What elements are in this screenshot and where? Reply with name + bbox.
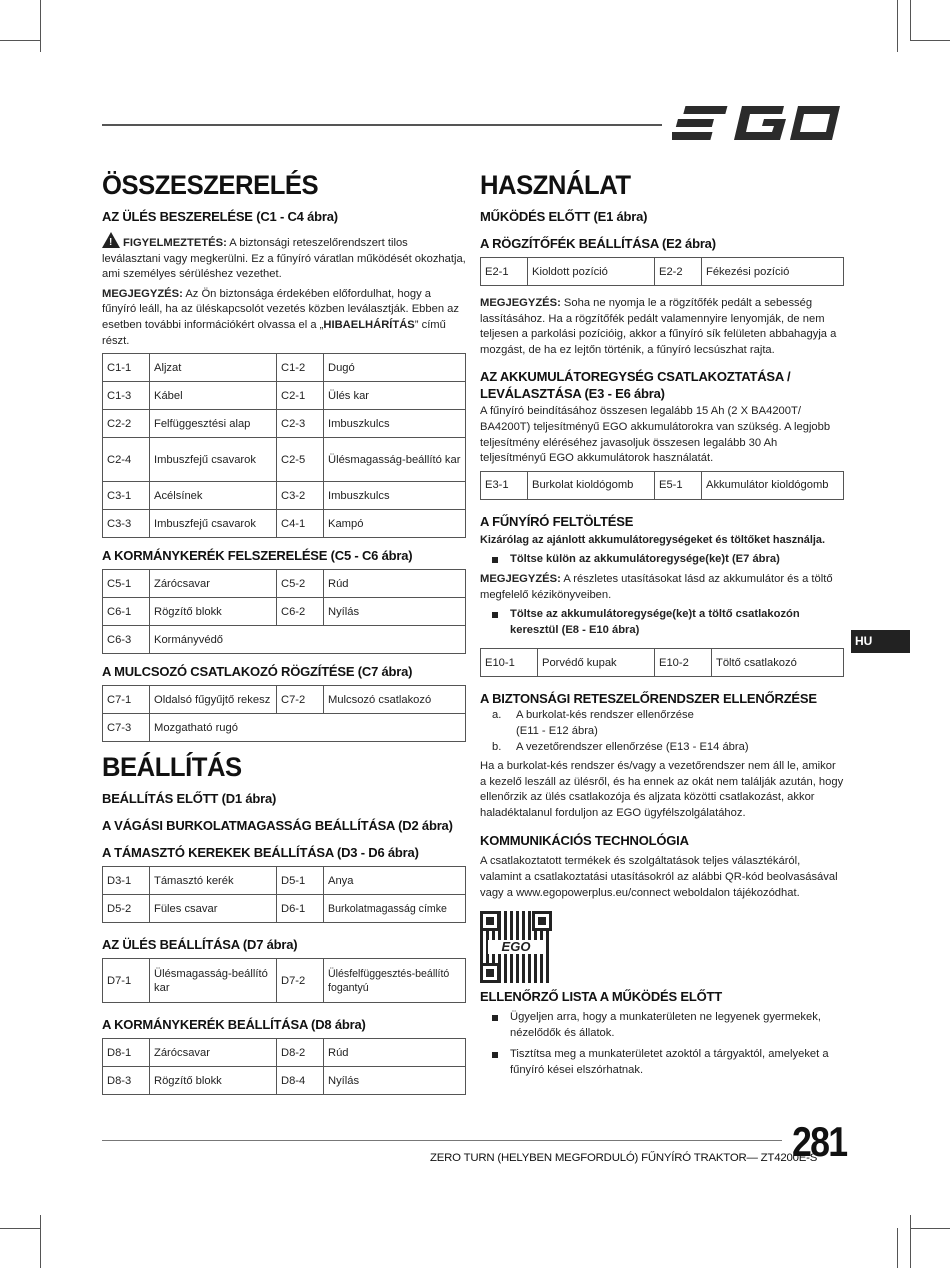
list-item bbox=[480, 740, 844, 756]
table-cell: Ülésmagasság-beállító kar bbox=[324, 438, 466, 482]
checklist bbox=[480, 1010, 844, 1078]
charging-note bbox=[480, 572, 844, 603]
table-cell: Acélsínek bbox=[150, 482, 277, 510]
heading-seat-install: AZ ÜLÉS BESZERELÉSE (C1 - C4 ábra) bbox=[102, 209, 338, 224]
list-marker: b. bbox=[492, 740, 502, 753]
crop-mark bbox=[910, 1228, 950, 1229]
list-item: Tisztítsa meg a munkaterületet azoktól a tárgyaktól, amelyeket a fűnyíró kései elszórhatnak. bbox=[480, 1047, 844, 1078]
table-cell: Burkolatmagasság címke bbox=[324, 895, 466, 923]
table-cell: Nyílás bbox=[324, 1067, 466, 1095]
table-cell: Fékezési pozíció bbox=[702, 258, 844, 286]
table-cell: Mozgatható rugó bbox=[150, 714, 466, 742]
heading-mulch-install: A MULCSOZÓ CSATLAKOZÓ RÖGZÍTÉSE (C7 ábra) bbox=[102, 664, 413, 680]
crop-mark bbox=[897, 0, 898, 52]
parts-table-d7 bbox=[102, 958, 466, 1003]
table-cell: D8-1 bbox=[103, 1039, 150, 1067]
table-cell: Anya bbox=[324, 867, 466, 895]
table-cell: Imbuszfejű csavarok bbox=[150, 510, 277, 538]
crop-mark bbox=[910, 40, 950, 41]
table-cell: C6-3 bbox=[103, 626, 150, 654]
note-bold: HIBAELHÁRÍTÁS bbox=[323, 318, 415, 331]
list-item: Töltse az akkumulátoregysége(ke)t a töltő csatlakozón keresztül (E8 - E10 ábra) bbox=[480, 607, 844, 638]
parts-table-d3-d6 bbox=[102, 866, 466, 923]
table-cell: Ülésfelfüggesztés-beállító fogantyú bbox=[324, 959, 466, 1003]
table-cell: Burkolat kioldógomb bbox=[528, 471, 655, 499]
warning-icon bbox=[102, 232, 120, 248]
table-cell: C7-2 bbox=[277, 686, 324, 714]
table-cell: Töltő csatlakozó bbox=[712, 649, 844, 677]
header-rule bbox=[102, 124, 662, 126]
warning-text: A biztonsági reteszelőrendszert tilos leválasztani vagy megkerülni. Ez a fűnyíró váratlan működését okozhatja, ami személyes sérüléshez vezethet. bbox=[102, 237, 466, 281]
table-cell: Támasztó kerék bbox=[150, 867, 277, 895]
table-cell: Kábel bbox=[150, 382, 277, 410]
table-cell: Dugó bbox=[324, 354, 466, 382]
table-cell: C6-2 bbox=[277, 598, 324, 626]
table-cell: Mulcsozó csatlakozó bbox=[324, 686, 466, 714]
section-title-use: HASZNÁLAT bbox=[480, 170, 631, 200]
page-number: 281 bbox=[792, 1118, 847, 1165]
table-cell: C2-1 bbox=[277, 382, 324, 410]
heading-cut-height: A VÁGÁSI BURKOLATMAGASSÁG BEÁLLÍTÁSA (D2 ábra) bbox=[102, 818, 453, 834]
table-cell: Zárócsavar bbox=[150, 1039, 277, 1067]
qr-finder bbox=[480, 963, 500, 983]
warning-label: FIGYELMEZTETÉS: bbox=[123, 237, 227, 249]
crop-mark bbox=[910, 0, 911, 40]
heading-interlock-check: A BIZTONSÁGI RETESZELŐRENDSZER ELLENŐRZÉSE bbox=[480, 691, 817, 707]
parts-table-c7 bbox=[102, 685, 466, 742]
table-cell: Füles csavar bbox=[150, 895, 277, 923]
table-cell: Porvédő kupak bbox=[538, 649, 655, 677]
heading-support-wheels: A TÁMASZTÓ KEREKEK BEÁLLÍTÁSA (D3 - D6 ábra) bbox=[102, 845, 419, 861]
note-label: MEGJEGYZÉS: bbox=[480, 572, 561, 585]
table-cell: Imbuszkulcs bbox=[324, 482, 466, 510]
note-text: A részletes utasításokat lásd az akkumulátor és a töltő megfelelő kézikönyveiben. bbox=[480, 572, 833, 601]
table-cell: E5-1 bbox=[655, 471, 702, 499]
parts-table-e2 bbox=[480, 257, 844, 286]
table-cell: Kormányvédő bbox=[150, 626, 466, 654]
qr-finder bbox=[532, 911, 552, 931]
table-cell: C2-4 bbox=[103, 438, 150, 482]
crop-mark bbox=[897, 1228, 898, 1268]
table-cell: Rögzítő blokk bbox=[150, 598, 277, 626]
table-cell: Ülésmagasság-beállító kar bbox=[150, 959, 277, 1003]
table-cell: D7-1 bbox=[103, 959, 150, 1003]
table-cell: C2-3 bbox=[277, 410, 324, 438]
table-cell: C1-1 bbox=[103, 354, 150, 382]
table-cell: C7-3 bbox=[103, 714, 150, 742]
heading-communication: KOMMUNIKÁCIÓS TECHNOLÓGIA bbox=[480, 833, 689, 849]
table-cell: C1-2 bbox=[277, 354, 324, 382]
table-cell: Zárócsavar bbox=[150, 570, 277, 598]
heading-battery-connect: AZ AKKUMULÁTOREGYSÉG CSATLAKOZTATÁSA / LEVÁLASZTÁSA (E3 - E6 ábra) bbox=[480, 369, 791, 402]
list-text: A burkolat-kés rendszer ellenőrzése bbox=[516, 709, 694, 722]
table-cell: E2-1 bbox=[481, 258, 528, 286]
right-column bbox=[480, 170, 844, 1083]
heading-seat-adjust: AZ ÜLÉS BEÁLLÍTÁSA (D7 ábra) bbox=[102, 937, 298, 953]
footer-rule bbox=[102, 1140, 782, 1141]
battery-paragraph: A fűnyíró beindításához összesen legalább 15 Ah (2 X BA4200T/ BA4200T) teljesítményű EGO akkumulátorokra van szükség. A legjobb teljesítmény eléréséhez javasoljuk összesen legalább 30 Ah teljesítményű EGO akkumulátorok használatát. bbox=[480, 405, 831, 465]
interlock-paragraph: Ha a burkolat-kés rendszer és/vagy a vezetőrendszer nem áll le, amikor a kezelő leszáll az ülésről, és ha ennek az okát nem találják azután, hogy ellenőrzik az ülés csatlakozója és aljzata közötti csatlakozást, akkor haladéktalanul forduljon az EGO ügyfélszolgálatához. bbox=[480, 760, 844, 819]
table-cell: E10-2 bbox=[655, 649, 712, 677]
crop-mark bbox=[0, 1228, 40, 1229]
section-title-assembly: ÖSSZESZERELÉS bbox=[102, 170, 319, 200]
heading-steering-install: A KORMÁNYKERÉK FELSZERELÉSE (C5 - C6 ábra) bbox=[102, 548, 413, 564]
table-cell: D7-2 bbox=[277, 959, 324, 1003]
qr-code[interactable] bbox=[480, 911, 552, 983]
list-item bbox=[480, 724, 844, 740]
table-cell: E2-2 bbox=[655, 258, 702, 286]
table-cell: Ülés kar bbox=[324, 382, 466, 410]
warning-paragraph bbox=[102, 232, 466, 283]
charging-list-2 bbox=[480, 607, 844, 638]
charging-warning: Kizárólag az ajánlott akkumulátoregységeket és töltőket használja. bbox=[480, 533, 825, 546]
interlock-list bbox=[480, 708, 844, 755]
communication-paragraph: A csatlakoztatott termékek és szolgáltatások teljes választékáról, valamint a csatlakoztatási utasításokról az alábbi QR-kód beolvasásával vagy a www.egopowerplus.eu/connect weboldalon tájékozódhat. bbox=[480, 855, 838, 899]
list-text: A vezetőrendszer ellenőrzése (E13 - E14 ábra) bbox=[516, 740, 749, 753]
heading-steer-adjust: A KORMÁNYKERÉK BEÁLLÍTÁSA (D8 ábra) bbox=[102, 1017, 366, 1033]
table-cell: Nyílás bbox=[324, 598, 466, 626]
list-marker: a. bbox=[492, 709, 502, 722]
crop-mark bbox=[40, 1215, 41, 1268]
qr-logo: EGO bbox=[488, 940, 544, 954]
table-cell: E3-1 bbox=[481, 471, 528, 499]
table-cell: Imbuszkulcs bbox=[324, 410, 466, 438]
table-cell: C2-2 bbox=[103, 410, 150, 438]
parts-table-e3-e5 bbox=[480, 471, 844, 500]
crop-mark bbox=[0, 40, 40, 41]
table-cell: Felfüggesztési alap bbox=[150, 410, 277, 438]
heading-charging: A FŰNYÍRÓ FELTÖLTÉSE bbox=[480, 513, 634, 529]
heading-checklist: ELLENŐRZŐ LISTA A MŰKÖDÉS ELŐTT bbox=[480, 989, 722, 1005]
left-column bbox=[102, 170, 466, 1105]
list-item: Töltse külön az akkumulátoregysége(ke)t (E7 ábra) bbox=[480, 552, 844, 568]
note-text-end: ” című részt. bbox=[102, 318, 446, 347]
note-text: Soha ne nyomja le a rögzítőfék pedált a sebesség lassításához. Ha a rögzítőfék pedált valamennyire lenyomják, de nem teljesen a parkolási pozícióig, akkor a fűnyíró sík felületen abbahagyja a mozgást, de ha ez lejtőn történik, a fűnyíró lecsúszhat rajta. bbox=[480, 297, 837, 356]
note-label: MEGJEGYZÉS: bbox=[480, 297, 561, 309]
parts-table-c5-c6 bbox=[102, 569, 466, 654]
table-cell: Kampó bbox=[324, 510, 466, 538]
section-title-adjust: BEÁLLÍTÁS bbox=[102, 752, 242, 783]
table-cell: Rúd bbox=[324, 1039, 466, 1067]
table-cell: C5-2 bbox=[277, 570, 324, 598]
crop-mark bbox=[910, 1215, 911, 1268]
crop-mark bbox=[40, 0, 41, 52]
table-cell: Rögzítő blokk bbox=[150, 1067, 277, 1095]
note-text: Az Ön biztonsága érdekében előfordulhat, hogy a fűnyíró leáll, ha az üléskapcsolót vezetés közben leválasztják. Ebben az esetben további információkért olvassa el a „ bbox=[102, 287, 459, 331]
ego-logo bbox=[672, 104, 844, 147]
note-label: MEGJEGYZÉS: bbox=[102, 287, 183, 300]
language-tab: HU bbox=[851, 630, 910, 653]
table-cell: D6-1 bbox=[277, 895, 324, 923]
heading-parking-brake: A RÖGZÍTŐFÉK BEÁLLÍTÁSA (E2 ábra) bbox=[480, 236, 716, 251]
table-cell: C4-1 bbox=[277, 510, 324, 538]
qr-finder bbox=[480, 911, 500, 931]
table-cell: C3-3 bbox=[103, 510, 150, 538]
charging-list-1 bbox=[480, 552, 844, 568]
parts-table-e10 bbox=[480, 648, 844, 677]
heading-before-operation: MŰKÖDÉS ELŐTT (E1 ábra) bbox=[480, 209, 648, 224]
note-paragraph bbox=[102, 287, 466, 349]
brake-note bbox=[480, 296, 844, 358]
list-item bbox=[480, 708, 844, 724]
parts-table-d8 bbox=[102, 1038, 466, 1095]
heading-before-adjust: BEÁLLÍTÁS ELŐTT (D1 ábra) bbox=[102, 791, 277, 807]
table-cell: C6-1 bbox=[103, 598, 150, 626]
table-cell: Imbuszfejű csavarok bbox=[150, 438, 277, 482]
table-cell: D8-2 bbox=[277, 1039, 324, 1067]
table-cell: Kioldott pozíció bbox=[528, 258, 655, 286]
table-cell: Akkumulátor kioldógomb bbox=[702, 471, 844, 499]
table-cell: C1-3 bbox=[103, 382, 150, 410]
table-cell: Oldalsó fűgyűjtő rekesz bbox=[150, 686, 277, 714]
table-cell: C3-2 bbox=[277, 482, 324, 510]
table-cell: D5-2 bbox=[103, 895, 150, 923]
table-cell: D8-3 bbox=[103, 1067, 150, 1095]
list-item: Ügyeljen arra, hogy a munkaterületen ne legyenek gyermekek, nézelődők és állatok. bbox=[480, 1010, 844, 1041]
table-cell: C3-1 bbox=[103, 482, 150, 510]
table-cell: D8-4 bbox=[277, 1067, 324, 1095]
table-cell: C2-5 bbox=[277, 438, 324, 482]
footer-title: ZERO TURN (HELYBEN MEGFORDULÓ) FŰNYÍRÓ TRAKTOR— ZT4200E-S bbox=[430, 1152, 818, 1164]
table-cell: C5-1 bbox=[103, 570, 150, 598]
table-cell: D5-1 bbox=[277, 867, 324, 895]
table-cell: Rúd bbox=[324, 570, 466, 598]
table-cell: Aljzat bbox=[150, 354, 277, 382]
parts-table-c1-c4 bbox=[102, 353, 466, 538]
table-cell: E10-1 bbox=[481, 649, 538, 677]
list-text: (E11 - E12 ábra) bbox=[516, 724, 598, 737]
table-cell: D3-1 bbox=[103, 867, 150, 895]
table-cell: C7-1 bbox=[103, 686, 150, 714]
